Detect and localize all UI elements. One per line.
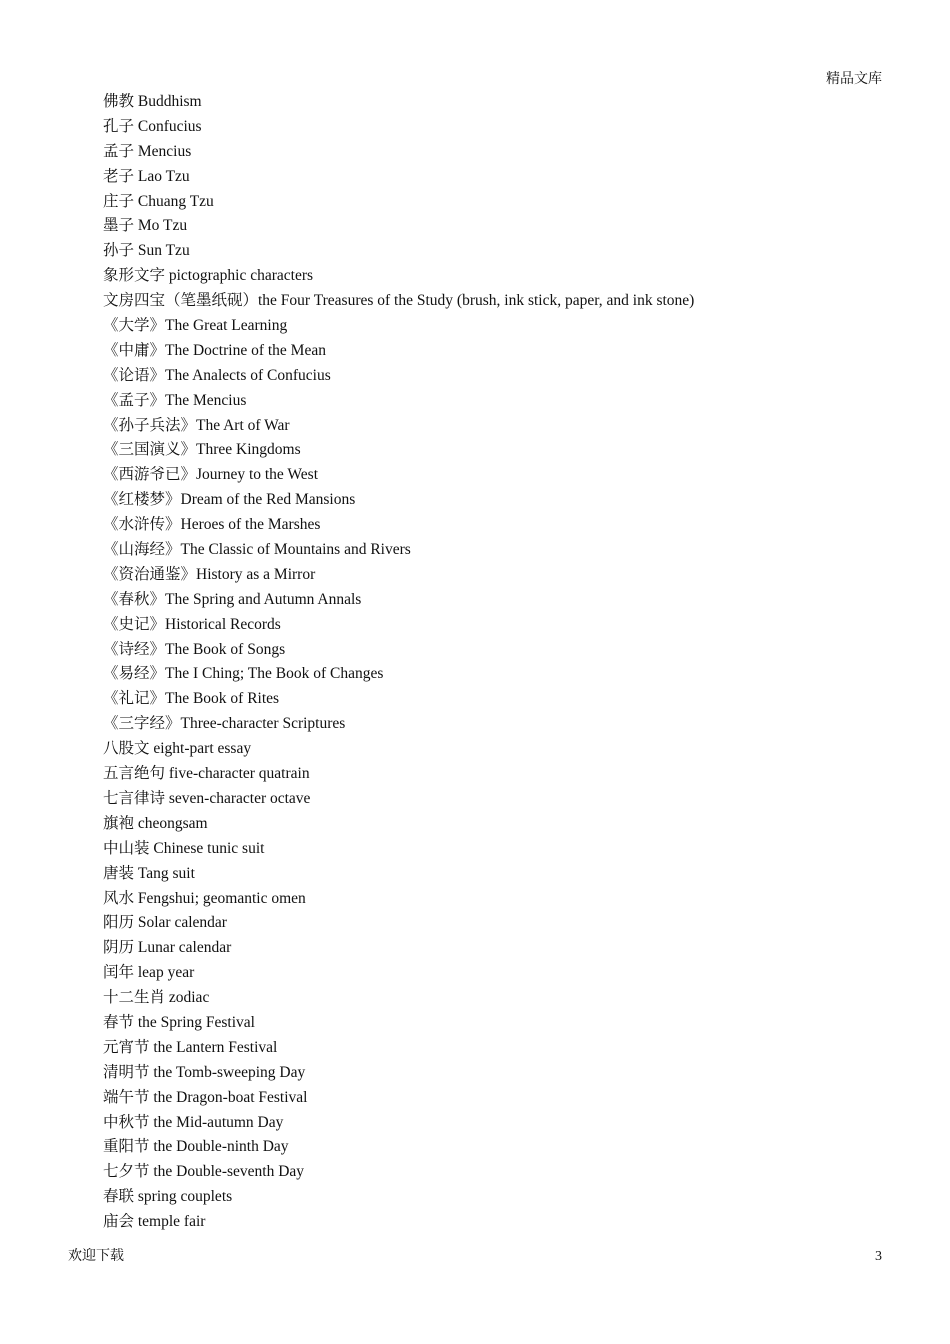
list-item: 七言律诗 seven-character octave <box>103 789 311 807</box>
page-number: 3 <box>875 1249 882 1264</box>
list-item: 《论语》The Analects of Confucius <box>103 366 331 384</box>
list-item: 七夕节 the Double-seventh Day <box>103 1163 305 1181</box>
list-item: 《易经》The I Ching; The Book of Changes <box>103 665 384 683</box>
list-item: 十二生肖 zodiac <box>103 989 210 1007</box>
list-item: 《水浒传》Heroes of the Marshes <box>103 516 321 534</box>
list-item: 庄子 Chuang Tzu <box>103 192 214 210</box>
list-item: 春节 the Spring Festival <box>103 1013 255 1031</box>
list-item: 《三字经》Three-character Scriptures <box>103 715 346 733</box>
list-item: 《礼记》The Book of Rites <box>103 690 280 708</box>
list-item: 墨子 Mo Tzu <box>103 217 188 235</box>
list-item: 中山装 Chinese tunic suit <box>103 839 265 857</box>
list-item: 阴历 Lunar calendar <box>103 939 232 957</box>
footer-text: 欢迎下载 <box>68 1249 124 1264</box>
list-item: 端午节 the Dragon-boat Festival <box>103 1088 308 1106</box>
list-item: 孔子 Confucius <box>103 117 202 135</box>
list-item: 庙会 temple fair <box>103 1213 206 1231</box>
list-item: 中秋节 the Mid-autumn Day <box>103 1113 284 1131</box>
list-item: 象形文字 pictographic characters <box>103 267 314 285</box>
list-item: 文房四宝（笔墨纸砚）the Four Treasures of the Study (brush, ink stick, paper, and ink stone) <box>103 292 695 310</box>
list-item: 佛教 Buddhism <box>103 93 202 110</box>
list-item: 八股文 eight-part essay <box>103 740 252 758</box>
list-item: 孙子 Sun Tzu <box>103 242 190 260</box>
list-item: 重阳节 the Double-ninth Day <box>103 1138 289 1156</box>
list-item: 《三国演义》Three Kingdoms <box>103 441 301 459</box>
list-item: 《大学》The Great Learning <box>103 317 288 335</box>
list-item: 《诗经》The Book of Songs <box>103 640 286 658</box>
list-item: 阳历 Solar calendar <box>103 914 227 932</box>
list-item: 旗袍 cheongsam <box>103 814 208 832</box>
list-item: 老子 Lao Tzu <box>103 167 190 185</box>
list-item: 《西游爷已》Journey to the West <box>103 466 319 484</box>
list-item: 《孟子》The Mencius <box>103 391 247 409</box>
list-item: 孟子 Mencius <box>103 142 192 160</box>
list-item: 《红楼梦》Dream of the Red Mansions <box>103 491 356 509</box>
list-item: 闰年 leap year <box>103 964 195 982</box>
list-item: 五言绝句 five-character quatrain <box>103 765 310 783</box>
term-list <box>103 90 694 1235</box>
page-header: 精品文库 <box>826 72 882 87</box>
list-item: 《史记》Historical Records <box>103 615 281 633</box>
list-item: 元宵节 the Lantern Festival <box>103 1038 278 1056</box>
list-item: 《资治通鉴》History as a Mirror <box>103 565 316 583</box>
list-item: 《山海经》The Classic of Mountains and Rivers <box>103 541 411 559</box>
list-item: 风水 Fengshui; geomantic omen <box>103 889 306 907</box>
list-item: 春联 spring couplets <box>103 1188 233 1206</box>
list-item: 《中庸》The Doctrine of the Mean <box>103 341 326 359</box>
list-item: 《孙子兵法》The Art of War <box>103 416 290 434</box>
list-item: 唐装 Tang suit <box>103 864 195 882</box>
list-item: 清明节 the Tomb-sweeping Day <box>103 1063 306 1081</box>
list-item: 《春秋》The Spring and Autumn Annals <box>103 590 362 608</box>
